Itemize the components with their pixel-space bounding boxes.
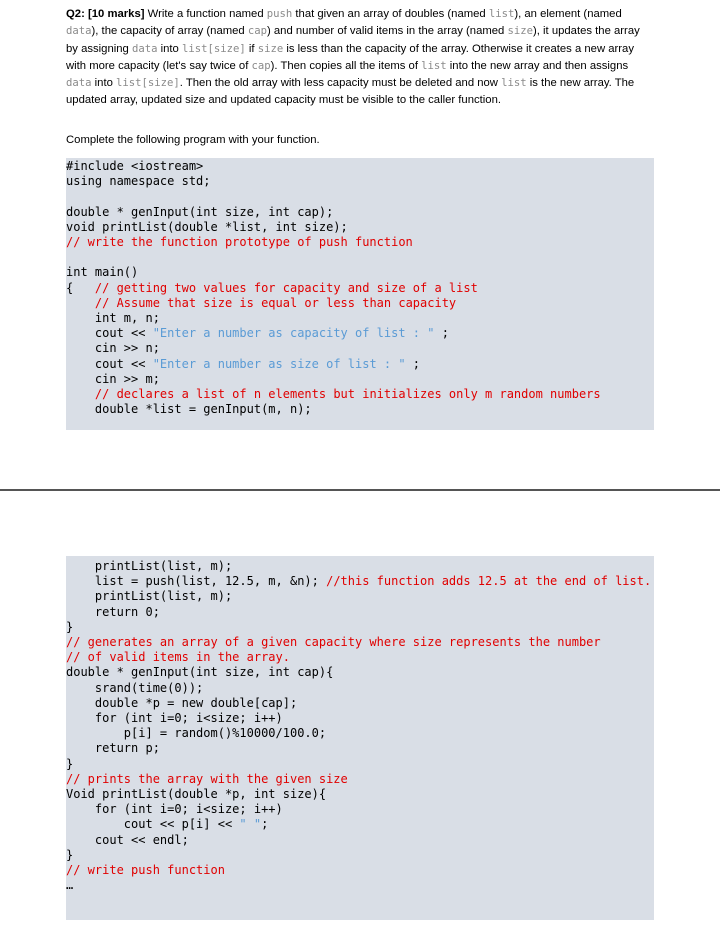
question-label: Q2: [66,8,85,20]
code-line: printList(list, m); [66,589,233,604]
code-line: { // getting two values for capacity and size of a list [66,280,478,295]
code-line: // Assume that size is equal or less than capacity [94,295,457,310]
code-line: for (int i=0; i<size; i++) [66,802,283,817]
code-line: #include <iostream> [66,159,204,173]
code-line: double *p = new double[cap]; [66,695,298,710]
instruction-text: Complete the following program with your function. [66,134,320,146]
code-line: // write the function prototype of push function [66,235,413,249]
code-line: cout << "Enter a number as size of list : " ; [66,356,421,371]
code-line: } [66,847,74,862]
code-line: cout << p[i] << " "; [66,817,269,832]
code-line: return 0; [66,604,160,619]
code-line: using namespace std; [66,174,211,189]
code-line: } [66,756,74,771]
code-line: double *list = genInput(m, n); [66,402,312,417]
code-line: return p; [66,741,160,756]
code-line: } [66,619,74,634]
code-line: srand(time(0)); [66,680,204,695]
code-line: // generates an array of a given capacity where size represents the number [66,635,601,649]
code-line: printList(list, m); [66,559,233,573]
code-line: cout << "Enter a number as capacity of list : " ; [66,326,449,341]
code-line: // write push function [66,863,225,877]
code-line: p[i] = random()%10000/100.0; [66,726,327,741]
code-line: int main() [66,265,139,280]
question-marks: [10 marks] [87,8,145,20]
code-line: double * genInput(int size, int cap); [66,204,334,219]
code-line: void printList(double *list, int size); [66,219,348,234]
code-line: cout << endl; [66,832,189,847]
code-line: // of valid items in the array. [66,650,290,665]
code-line: // declares a list of n elements but initializes only m random numbers [94,387,601,401]
code-line: list = push(list, 12.5, m, &n); //this function adds 12.5 at the end of list. [66,574,652,589]
page-divider [0,489,720,491]
code-line: cin >> m; [66,371,160,386]
code-line: double * genInput(int size, int cap){ [66,665,334,680]
code-line: … [66,878,74,893]
code-line: Void printList(double *p, int size){ [66,787,327,801]
code-line: int m, n; [66,311,160,325]
code-line: // prints the array with the given size [66,771,348,786]
code-line: for (int i=0; i<size; i++) [66,711,283,725]
question-paragraph: Q2: [10 marks] Write a function named push that given an array of doubles (named list), an element (named data), the capacity of array (named cap) and number of valid items in the array (named size), it updates the array by assigning data into list[size] if size is less than the capacity of the array. Otherwise it creates a new array with more capacity (let's say twice of cap). Then copies all the items of list into the new array and then assigns data into list[size]. Then the old array with less capacity must be deleted and now list is the new array. The updated array, updated size and updated capacity must be visible to the caller function. [66,8,640,107]
code-block-main [66,158,654,430]
code-block-continued [66,556,654,920]
code-line: cin >> n; [66,341,160,356]
